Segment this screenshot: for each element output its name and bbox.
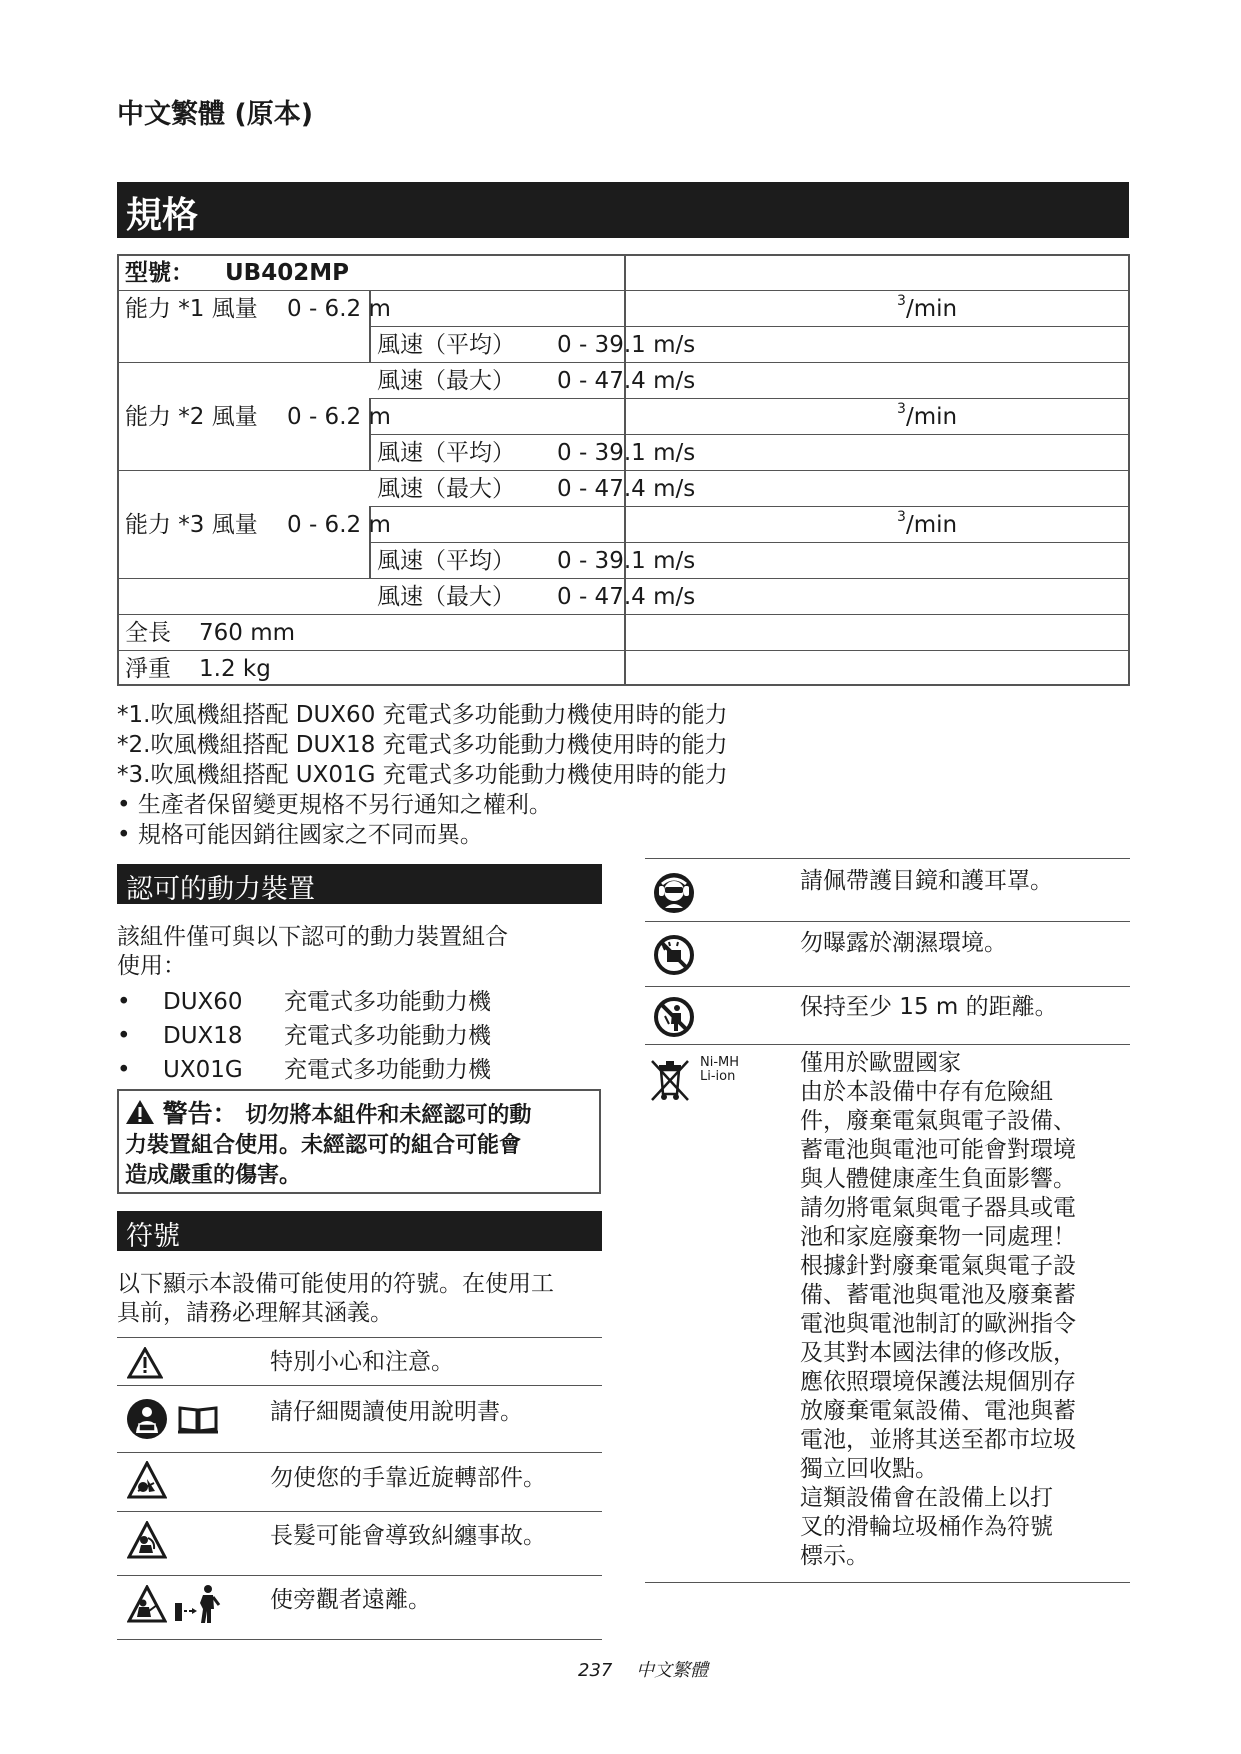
length-value: 760 mm [199,620,296,646]
approved-power-intro-line1: 該組件僅可與以下認可的動力裝置組合 [117,924,508,950]
bullet-glyph: • [117,1023,131,1049]
capacity-2-max-value: 0 - 47.4 m/s [557,476,696,502]
power-unit-model: DUX60 [163,989,243,1015]
specifications-table [117,254,1130,686]
bullet-glyph: • [117,989,131,1015]
book-icon [177,1404,219,1434]
caution-triangle-icon [127,1347,163,1379]
bystander-warning-icon [127,1585,167,1623]
language-title: 中文繁體 (原本) [117,99,314,130]
spec-footnotes [117,700,728,850]
symbols-intro [117,1270,554,1328]
capacity-3-max-value: 0 - 47.4 m/s [557,584,696,610]
eu-line: 這類設備會在設備上以打 [800,1485,1053,1511]
battery-type-label [700,1056,739,1084]
eu-line: 與人體健康產生負面影響。 [800,1166,1076,1192]
eu-line: 池和家庭廢棄物一同處理！ [800,1224,1076,1250]
power-unit-model: DUX18 [163,1023,243,1049]
capacity-1-max-value: 0 - 47.4 m/s [557,368,696,394]
footnote-3: *3.吹風機組搭配 UX01G 充電式多功能動力機使用時的能力 [117,762,728,788]
symbol-text: 使旁觀者遠離。 [270,1587,431,1613]
approved-power-heading-bar [117,864,602,904]
symbol-text: 保持至少 15 m 的距離。 [800,994,1058,1020]
symbols-heading-bar [117,1211,602,1251]
length-label: 全長 [125,620,171,646]
eu-line: 僅用於歐盟國家 [800,1050,961,1076]
capacity-3-avg-value: 0 - 39.1 m/s [557,548,696,574]
capacity-1-avg-value: 0 - 39.1 m/s [557,332,696,358]
capacity-2-unit-sup: 3 [897,401,906,417]
capacity-1-flow: 0 - 6.2 m [287,296,391,322]
capacity-2-max-label: 風速（最大） [377,476,515,502]
power-unit-desc: 充電式多功能動力機 [284,1057,491,1083]
read-manual-icon [125,1397,173,1441]
specifications-heading-bar [117,182,1129,238]
eu-line: 蓄電池與電池可能會對環境 [800,1137,1076,1163]
page-number: 237 [578,1660,613,1681]
model-label: 型號： [125,260,194,286]
eu-line: 標示。 [800,1543,869,1569]
capacity-3-max-label: 風速（最大） [377,584,515,610]
symbol-text: 勿曝露於潮濕環境。 [800,930,1007,956]
weight-label: 淨重 [125,656,171,682]
capacity-2-flow: 0 - 6.2 m [287,404,391,430]
power-unit-desc: 充電式多功能動力機 [284,989,491,1015]
page-footer [578,1656,708,1682]
no-wet-conditions-icon [653,934,695,976]
symbols-heading: 符號 [126,1221,180,1252]
capacity-1-unit: /min [906,296,958,322]
eu-line: 請勿將電氣與電子器具或電 [800,1195,1076,1221]
symbols-intro-line2: 具前，請務必理解其涵義。 [117,1300,393,1326]
warning-box [117,1089,601,1194]
warning-line1: 切勿將本組件和未經認可的動 [245,1103,532,1128]
long-hair-entanglement-icon [127,1521,167,1559]
capacity-1-label: 能力 *1 風量 [125,296,258,322]
warning-line3: 造成嚴重的傷害。 [125,1163,302,1188]
wear-eye-ear-protection-icon [653,872,695,914]
capacity-1-unit-sup: 3 [897,293,906,309]
model-value: UB402MP [225,260,349,286]
capacity-1-max-label: 風速（最大） [377,368,515,394]
eu-disposal-text [800,1049,1120,1571]
eu-line: 應依照環境保護法規個別存 [800,1369,1076,1395]
capacity-3-unit: /min [906,512,958,538]
eu-line: 叉的滑輪垃圾桶作為符號 [800,1514,1053,1540]
approved-power-heading: 認可的動力裝置 [126,874,315,905]
bullet-glyph: • [117,1057,131,1083]
power-unit-model: UX01G [163,1057,243,1083]
capacity-2-avg-label: 風速（平均） [377,440,515,466]
note-country: • 規格可能因銷往國家之不同而異。 [117,822,483,848]
footnote-2: *2.吹風機組搭配 DUX18 充電式多功能動力機使用時的能力 [117,732,728,758]
symbol-text: 勿使您的手靠近旋轉部件。 [270,1465,546,1491]
eu-line: 由於本設備中存有危險組 [800,1079,1053,1105]
capacity-2-avg-value: 0 - 39.1 m/s [557,440,696,466]
warning-triangle-icon [125,1099,155,1125]
eu-line: 電池，並將其送至都市垃圾 [800,1427,1076,1453]
approved-power-intro [117,923,508,981]
specifications-heading: 規格 [126,195,199,236]
warning-label: 警告： [162,1099,238,1128]
crossed-bin-icon [649,1056,691,1102]
weight-value: 1.2 kg [199,656,271,682]
capacity-3-avg-label: 風速（平均） [377,548,515,574]
eu-line: 及其對本國法律的修改版， [800,1340,1076,1366]
symbol-text: 請佩帶護目鏡和護耳罩。 [800,868,1053,894]
keep-distance-icon [653,996,695,1038]
approved-power-intro-line2: 使用： [117,953,186,979]
capacity-2-unit: /min [906,404,958,430]
battery-type-liion: Li-ion [700,1069,736,1084]
eu-line: 件，廢棄電氣與電子設備、 [800,1108,1076,1134]
capacity-1-avg-label: 風速（平均） [377,332,515,358]
power-unit-desc: 充電式多功能動力機 [284,1023,491,1049]
keep-bystanders-away-icon [173,1581,223,1627]
footnote-1: *1.吹風機組搭配 DUX60 充電式多功能動力機使用時的能力 [117,702,728,728]
symbol-text: 長髮可能會導致糾纏事故。 [270,1523,546,1549]
eu-line: 根據針對廢棄電氣與電子設 [800,1253,1076,1279]
battery-type-nimh: Ni-MH [700,1055,740,1070]
eu-line: 放廢棄電氣設備、電池與蓄 [800,1398,1076,1424]
eu-line: 獨立回收點。 [800,1456,938,1482]
warning-line2: 力裝置組合使用。未經認可的組合可能會 [125,1133,522,1158]
capacity-3-flow: 0 - 6.2 m [287,512,391,538]
eu-line: 備、蓄電池與電池及廢棄蓄 [800,1282,1076,1308]
footer-language: 中文繁體 [636,1660,709,1681]
symbols-intro-line1: 以下顯示本設備可能使用的符號。在使用工 [117,1271,554,1297]
note-spec-change: • 生產者保留變更規格不另行通知之權利。 [117,792,552,818]
capacity-3-label: 能力 *3 風量 [125,512,258,538]
hand-rotating-parts-icon [127,1461,167,1499]
symbol-text: 請仔細閱讀使用說明書。 [270,1399,523,1425]
symbols-table-left [117,1337,602,1640]
capacity-3-unit-sup: 3 [897,509,906,525]
eu-line: 電池與電池制訂的歐洲指令 [800,1311,1076,1337]
capacity-2-label: 能力 *2 風量 [125,404,258,430]
symbol-text: 特別小心和注意。 [270,1349,454,1375]
